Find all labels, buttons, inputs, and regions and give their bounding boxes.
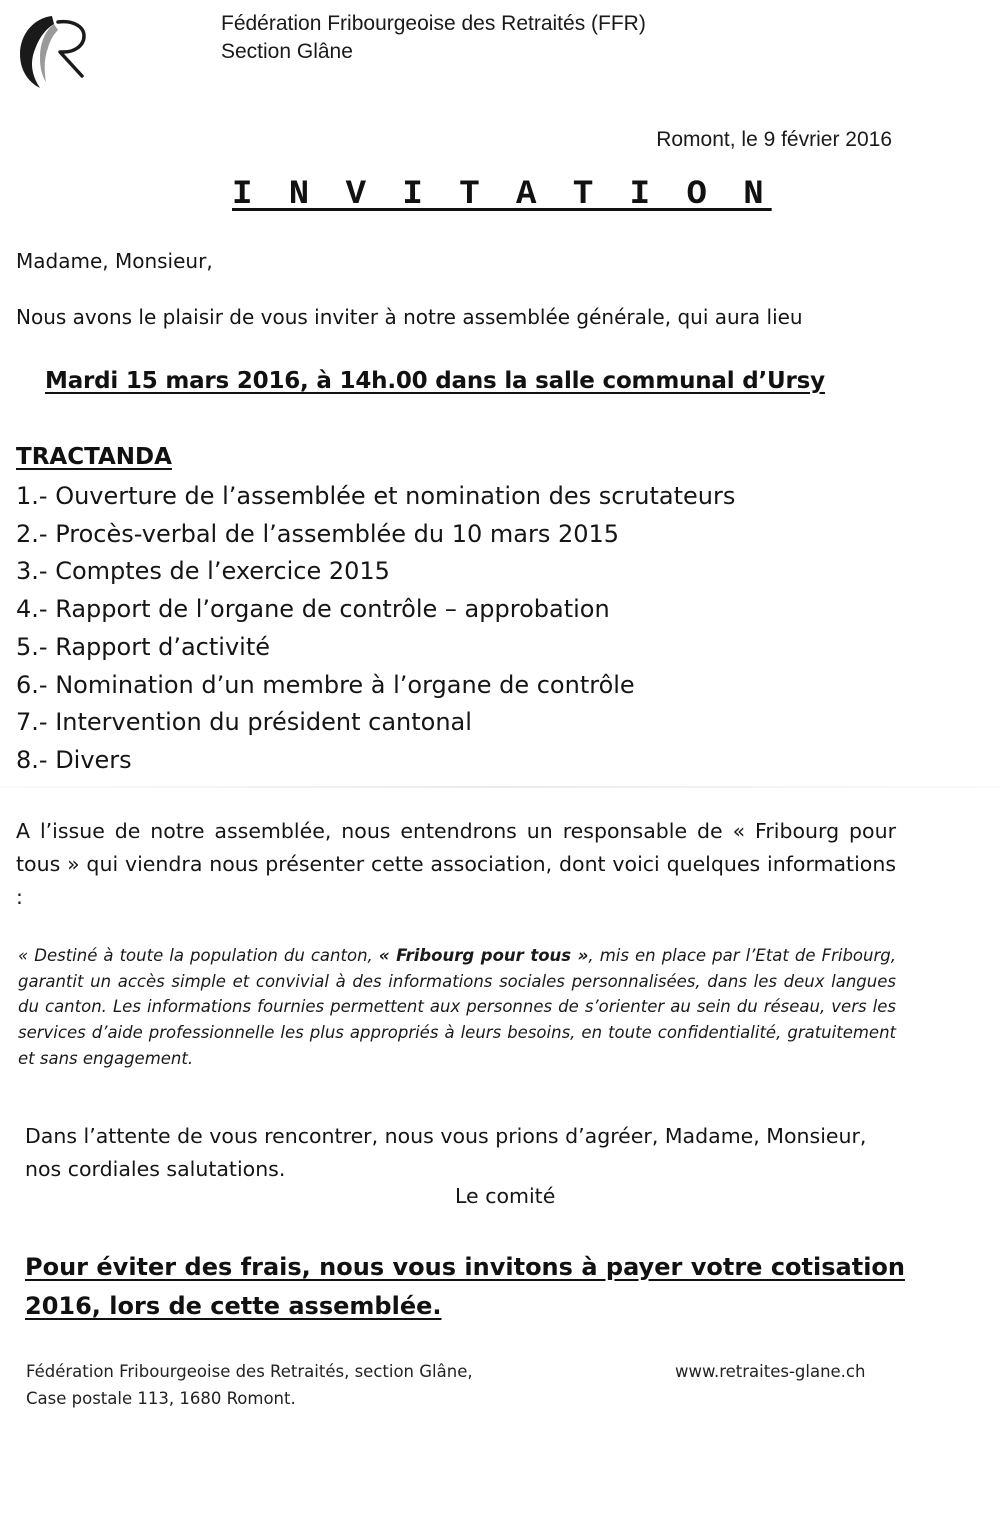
quote-text-end: , mis en place par l’Etat de Fribourg, garantit un accès simple et convivial à des informations sociales personnalisées, dans les deux langues du canton. Les informations fournies permettent aux personnes de s’orienter au sein du réseau, vers les services d’aide professionnelle les plus appropriés à leurs besoins, en toute confidentialité, gratuitement et sans engagement. — [18, 946, 896, 1068]
document-title: I N V I T A T I O N — [232, 176, 772, 214]
agenda-item: 6.- Nomination d’un membre à l’organe de contrôle — [16, 670, 635, 699]
ffr-logo-icon — [14, 10, 88, 90]
payment-notice: Pour éviter des frais, nous vous invitons à payer votre cotisation 2016, lors de cette assemblée. — [25, 1253, 905, 1320]
agenda-item: 8.- Divers — [16, 745, 132, 774]
agenda-item: 5.- Rapport d’activité — [16, 632, 270, 661]
event-date-location: Mardi 15 mars 2016, à 14h.00 dans la salle communal d’Ursy — [45, 368, 825, 394]
letterhead — [221, 10, 646, 66]
paper-fold-line — [0, 786, 1000, 788]
salutation: Madame, Monsieur, — [16, 249, 213, 273]
agenda-list — [16, 478, 735, 780]
quote-association-name: « Fribourg pour tous » — [378, 946, 589, 965]
agenda-item: 7.- Intervention du président cantonal — [16, 708, 472, 737]
closing-formula: Dans l’attente de vous rencontrer, nous vous prions d’agréer, Madame, Monsieur, nos cordiales salutations. — [25, 1124, 867, 1181]
footer-website: www.retraites-glane.ch — [675, 1362, 866, 1381]
association-quote — [18, 943, 896, 1072]
footer-address-line: Case postale 113, 1680 Romont. — [26, 1389, 296, 1408]
org-name: Fédération Fribourgeoise des Retraités (FFR) — [221, 12, 646, 35]
agenda-item: 3.- Comptes de l’exercice 2015 — [16, 557, 390, 586]
agenda-item: 1.- Ouverture de l’assemblée et nomination des scrutateurs — [16, 482, 736, 510]
intro-sentence: Nous avons le plaisir de vous inviter à notre assemblée générale, qui aura lieu — [16, 305, 803, 329]
agenda-item: 2.- Procès-verbal de l’assemblée du 10 mars 2015 — [16, 519, 620, 548]
signature: Le comité — [455, 1184, 556, 1208]
letter-date: Romont, le 9 février 2016 — [656, 128, 892, 151]
footer-address — [26, 1358, 473, 1412]
section-name: Section Glâne — [221, 40, 353, 63]
agenda-item: 4.- Rapport de l’organe de contrôle – approbation — [16, 595, 610, 624]
footer-address-line: Fédération Fribourgeoise des Retraités, section Glâne, — [26, 1362, 473, 1381]
info-paragraph: A l’issue de notre assemblée, nous entendrons un responsable de « Fribourg pour tous » qui viendra nous présenter cette association, dont voici quelques informations : — [16, 819, 896, 909]
agenda-heading: TRACTANDA — [16, 444, 172, 470]
quote-text-start: « Destiné à toute la population du canton, — [18, 946, 379, 965]
